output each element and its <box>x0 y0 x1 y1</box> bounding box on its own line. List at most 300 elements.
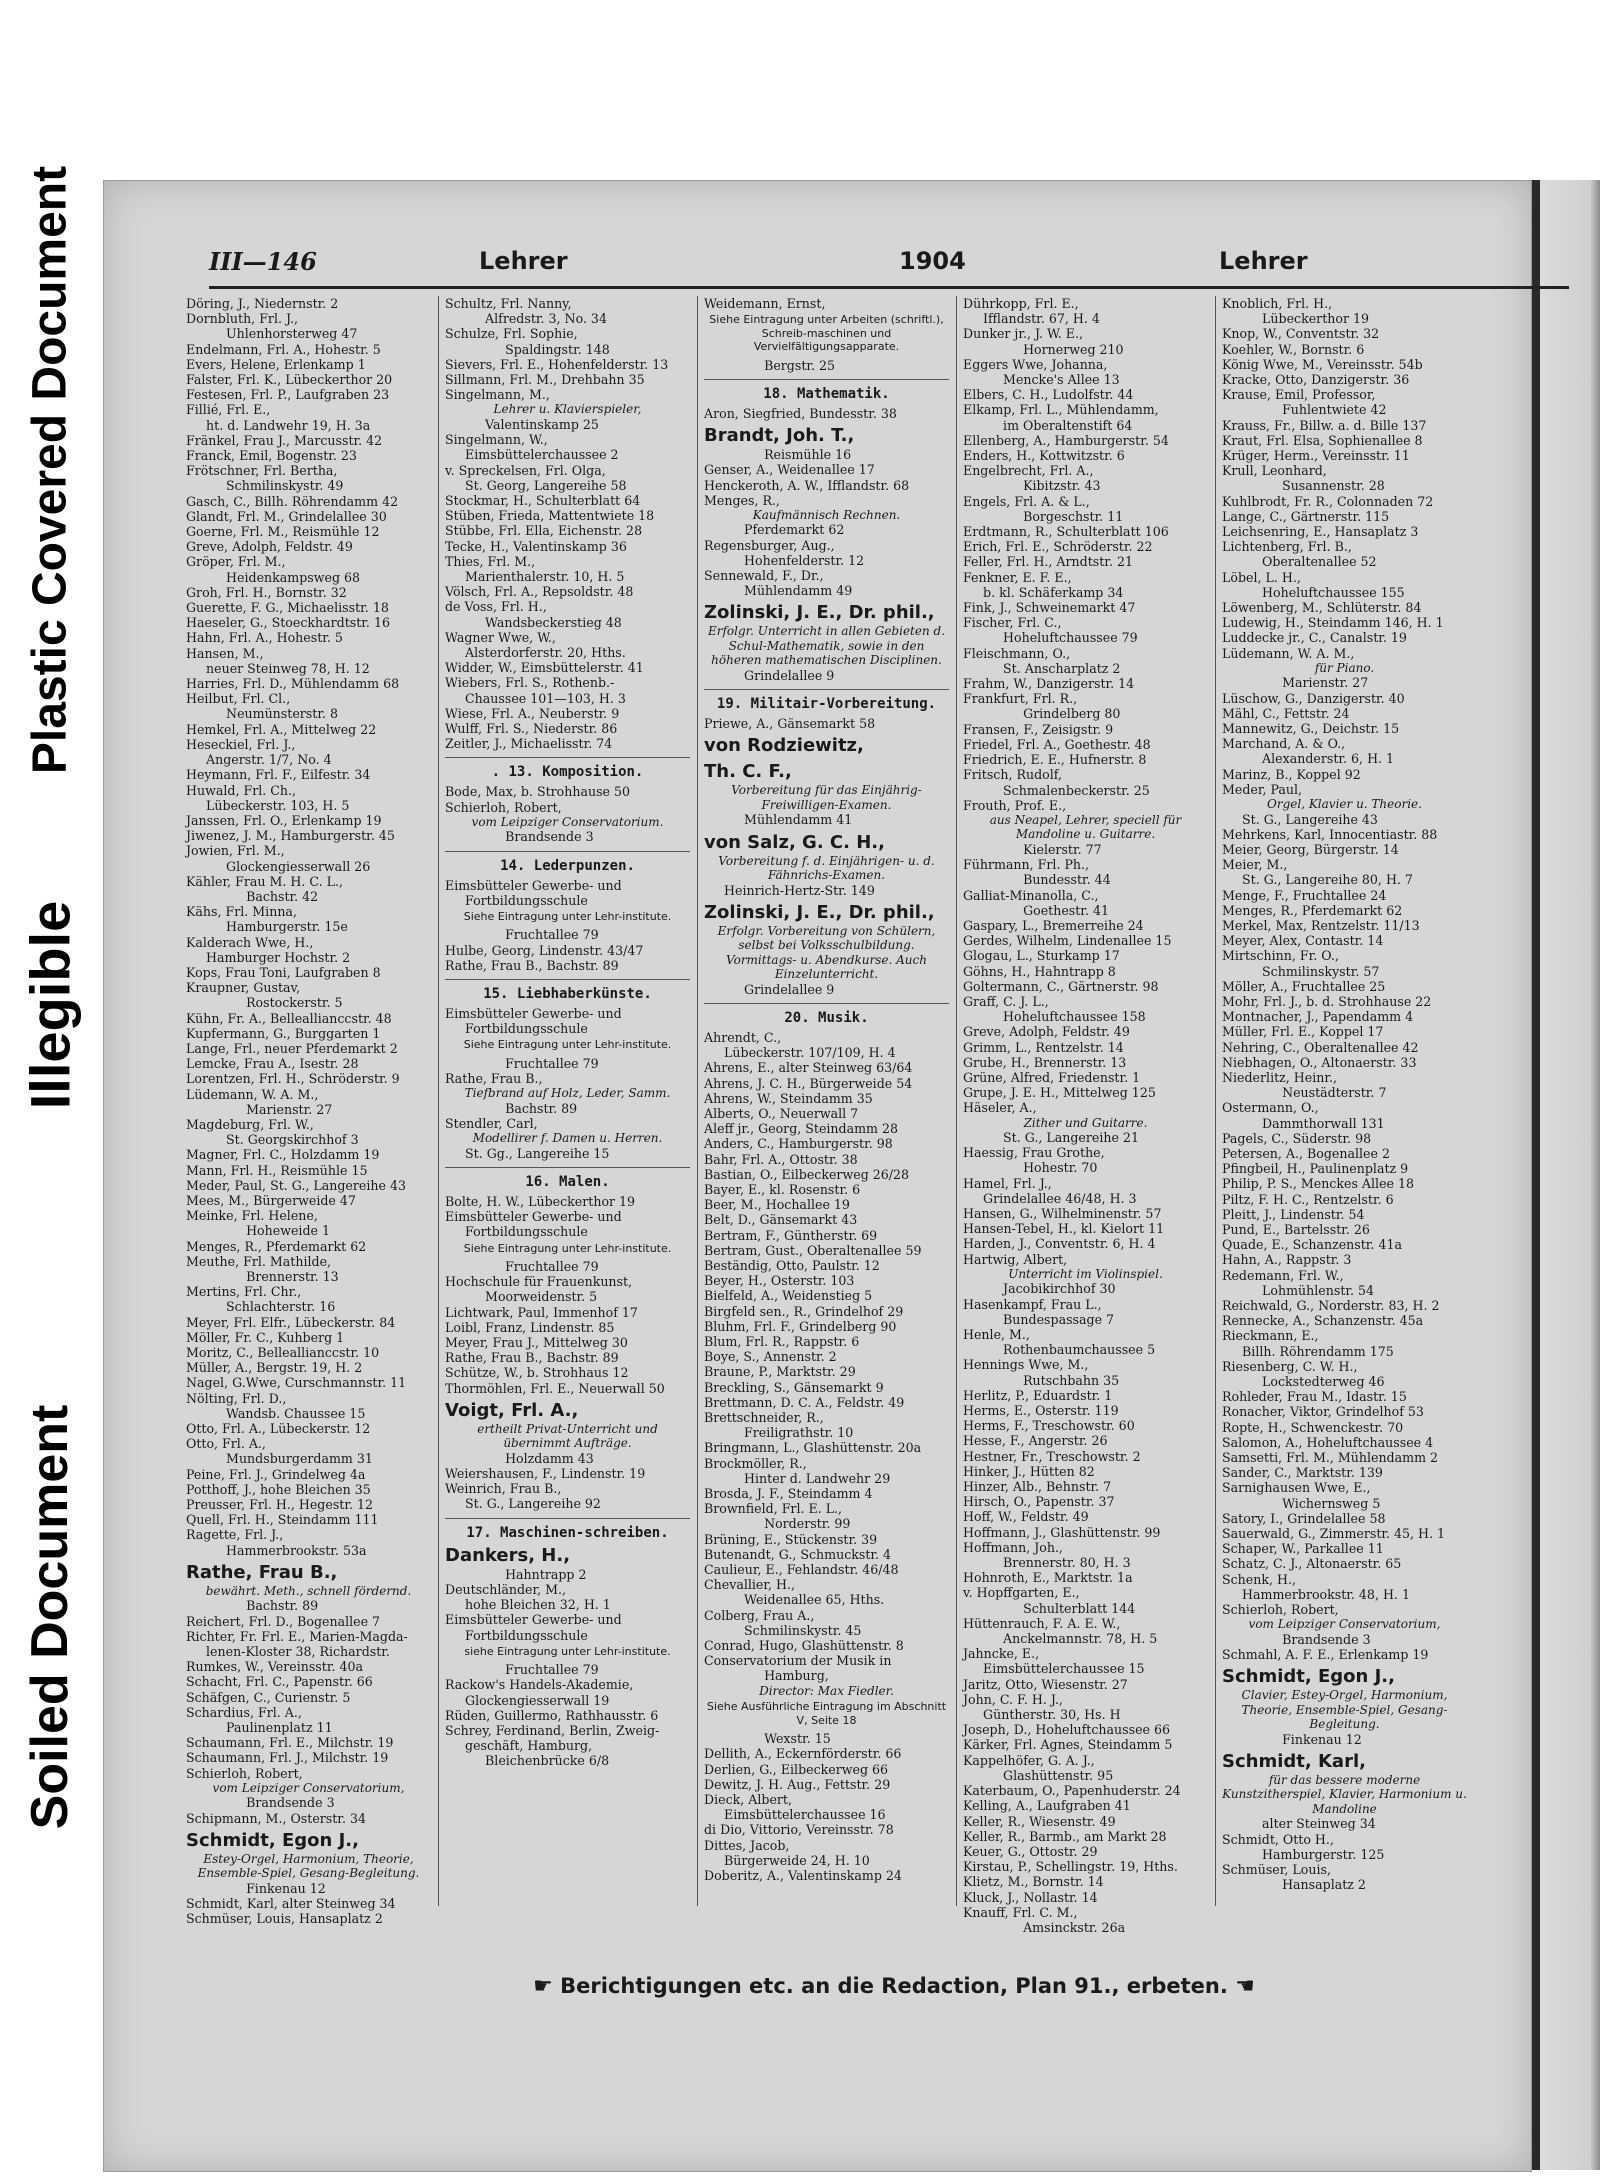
directory-entry: Heilbut, Frl. Cl., <box>186 691 291 707</box>
directory-entry: Hahn, A., Rappstr. 3 <box>1222 1252 1352 1268</box>
directory-entry: Eimsbüttelerchaussee 15 <box>963 1661 1145 1677</box>
directory-entry: Lüdemann, W. A. M., <box>186 1086 319 1102</box>
advert-text: Erfolgr. Vorbereitung von Schülern, selbst bei Volksschulbildung. Vormittags- u. Abendkurse. Auch Einzelunterricht. <box>717 923 936 982</box>
directory-entry: Elkamp, Frl. L., Mühlendamm, <box>963 402 1159 418</box>
directory-entry: Müller, A., Bergstr. 19, H. 2 <box>186 1360 363 1376</box>
directory-entry: Philip, P. S., Menckes Allee 18 <box>1222 1176 1414 1192</box>
directory-entry: Birgfeld sen., R., Grindelhof 29 <box>704 1303 904 1319</box>
directory-entry: Enders, H., Kottwitzstr. 6 <box>963 448 1125 464</box>
column-divider <box>1215 296 1216 1906</box>
advert-text: Orgel, Klavier u. Theorie. <box>1267 797 1422 811</box>
directory-entry: Führmann, Frl. Ph., <box>963 857 1090 873</box>
side-label-illegible: Illegible <box>18 900 82 1110</box>
advert-text: Kaufmännisch Rechnen. <box>752 507 901 522</box>
directory-entry: Quade, E., Schanzenstr. 41a <box>1222 1237 1402 1253</box>
directory-entry: Fritsch, Rudolf, <box>963 767 1062 783</box>
directory-entry: Blum, Frl. R., Rappstr. 6 <box>704 1334 860 1350</box>
directory-entry: Hemkel, Frl. A., Mittelweg 22 <box>186 721 377 737</box>
directory-entry: Kluck, J., Nollastr. 14 <box>963 1889 1098 1905</box>
directory-entry: Hahn, Frl. A., Hohestr. 5 <box>186 630 343 646</box>
directory-entry: Reichert, Frl. D., Bogenallee 7 <box>186 1613 381 1629</box>
directory-entry: Hamburger Hochstr. 2 <box>186 949 351 965</box>
directory-entry: Henle, M., <box>963 1327 1030 1342</box>
directory-entry: Ragette, Frl. J., <box>186 1527 284 1543</box>
directory-entry: lenen-Kloster 38, Richardstr. <box>186 1643 390 1659</box>
directory-entry: Richter, Fr. Frl. E., Marien-Magda- <box>186 1628 408 1644</box>
directory-entry: Kibitzstr. 43 <box>963 478 1101 494</box>
directory-entry: John, C. F. H. J., <box>963 1691 1063 1707</box>
directory-entry: Gerdes, Wilhelm, Lindenallee 15 <box>963 933 1172 949</box>
directory-entry: Glashüttenstr. 95 <box>963 1767 1114 1783</box>
directory-entry: Kappelhöfer, G. A. J., <box>963 1752 1095 1768</box>
directory-entry: Schmilinskystr. 49 <box>186 478 344 494</box>
directory-entry: Hohenfelderstr. 12 <box>704 552 865 568</box>
directory-entry: Hennings Wwe, M., <box>963 1357 1089 1373</box>
directory-entry: Hamburg, <box>704 1668 829 1684</box>
directory-entry: Fuhlentwiete 42 <box>1222 402 1387 418</box>
directory-entry: Lübeckerstr. 103, H. 5 <box>186 797 350 813</box>
directory-entry: Mirtschinn, Fr. O., <box>1222 948 1339 964</box>
directory-entry: Bahr, Frl. A., Ottostr. 38 <box>704 1151 858 1167</box>
directory-entry: Bastian, O., Eilbeckerweg 26/28 <box>704 1166 910 1182</box>
directory-entry: Herlitz, P., Eduardstr. 1 <box>963 1387 1113 1403</box>
directory-entry: Erich, Frl. E., Schröderstr. 22 <box>963 539 1153 555</box>
directory-entry: St. Gg., Langereihe 15 <box>445 1145 610 1161</box>
directory-entry: Bachstr. 42 <box>186 888 319 904</box>
directory-entry: Hammerbrookstr. 48, H. 1 <box>1222 1586 1410 1602</box>
directory-entry: Wandsbeckerstieg 48 <box>445 614 622 630</box>
directory-entry: Rennecke, A., Schanzenstr. 45a <box>1222 1313 1424 1329</box>
directory-entry: Norderstr. 99 <box>704 1516 851 1532</box>
directory-entry: Frouth, Prof. E., <box>963 797 1067 813</box>
directory-entry: Brandsende 3 <box>445 829 594 845</box>
directory-entry: Galliat-Minanolla, C., <box>963 887 1099 903</box>
side-label-soiled: Soiled Document <box>21 1404 79 1830</box>
directory-entry: Bergstr. 25 <box>704 357 836 373</box>
directory-entry: Neumünsterstr. 8 <box>186 706 338 722</box>
directory-entry: Borgeschstr. 11 <box>963 508 1124 524</box>
directory-entry: Niebhagen, O., Altonaerstr. 33 <box>1222 1054 1417 1070</box>
directory-entry: di Dio, Vittorio, Vereinsstr. 78 <box>704 1822 894 1838</box>
directory-entry: Freiligrathstr. 10 <box>704 1425 854 1441</box>
directory-entry: Eimsbütteler Gewerbe- und <box>445 877 622 893</box>
directory-entry: Butenandt, G., Schmuckstr. 4 <box>704 1546 892 1562</box>
directory-entry: Greve, Adolph, Feldstr. 49 <box>186 539 353 555</box>
directory-entry: neuer Steinweg 78, H. 12 <box>186 660 370 676</box>
directory-entry: Potthoff, J., hohe Bleichen 35 <box>186 1481 371 1497</box>
directory-entry: Satory, I., Grindelallee 58 <box>1222 1510 1386 1526</box>
directory-entry: Fortbildungsschule <box>445 1021 588 1037</box>
directory-entry: alter Steinweg 34 <box>1222 1816 1376 1832</box>
section-heading: 18. Mathematik. <box>704 379 949 402</box>
directory-entry: Bolte, H. W., Lübeckerthor 19 <box>445 1193 636 1209</box>
directory-entry: Bleichenbrücke 6/8 <box>445 1753 610 1769</box>
directory-entry: Mühlendamm 49 <box>704 583 853 599</box>
directory-entry: Boye, S., Annenstr. 2 <box>704 1349 837 1365</box>
directory-entry: Möller, Fr. C., Kuhberg 1 <box>186 1329 345 1345</box>
directory-entry: Marinz, B., Koppel 92 <box>1222 766 1361 782</box>
directory-entry: Nagel, G.Wwe, Curschmannstr. 11 <box>186 1375 407 1391</box>
directory-entry: Haessig, Frau Grothe, <box>963 1145 1105 1161</box>
directory-entry: Deutschländer, M., <box>445 1581 567 1597</box>
directory-entry: Hamburgerstr. 15e <box>186 919 348 935</box>
directory-entry: Gröper, Frl. M., <box>186 554 286 570</box>
directory-entry: Samsetti, Frl. M., Mühlendamm 2 <box>1222 1450 1439 1466</box>
section-heading: 19. Militair-Vorbereitung. <box>704 689 949 712</box>
directory-entry: Völsch, Frl. A., Repsoldstr. 48 <box>445 584 634 600</box>
directory-entry: Schardius, Frl. A., <box>186 1704 302 1720</box>
directory-entry: Grindelberg 80 <box>963 706 1121 722</box>
directory-entry: Kirstau, P., Schellingstr. 19, Hths. <box>963 1859 1178 1875</box>
directory-entry: Schenk, H., <box>1222 1571 1296 1587</box>
advertiser-name: von Salz, G. C. H., <box>704 831 885 853</box>
directory-entry: Hohnroth, E., Marktstr. 1a <box>963 1570 1133 1586</box>
directory-entry: Jaritz, Otto, Wiesenstr. 27 <box>963 1676 1128 1692</box>
directory-entry: Hoheluftchaussee 158 <box>963 1009 1146 1025</box>
directory-entry: Pleitt, J., Lindenstr. 54 <box>1222 1206 1365 1222</box>
directory-entry: Eimsbüttelerchaussee 2 <box>445 447 619 463</box>
directory-entry: Ludewig, H., Steindamm 146, H. 1 <box>1222 615 1444 631</box>
directory-entry: Dieck, Albert, <box>704 1792 792 1807</box>
directory-entry: Kähs, Frl. Minna, <box>186 904 297 920</box>
directory-entry: Festesen, Frl. P., Laufgraben 23 <box>186 387 390 403</box>
directory-entry: Fruchtallee 79 <box>445 1259 599 1275</box>
directory-entry: Menges, R., <box>704 492 780 508</box>
directory-entry: Kracke, Otto, Danzigerstr. 36 <box>1222 372 1410 388</box>
directory-entry: Schäfgen, C., Curienstr. 5 <box>186 1689 351 1705</box>
directory-entry: Hirsch, O., Papenstr. 37 <box>963 1494 1115 1510</box>
directory-entry: Brownfield, Frl. E. L., <box>704 1501 843 1517</box>
directory-entry: Mühlendamm 41 <box>704 812 853 828</box>
section-heading: 15. Liebhaberkünste. <box>445 979 690 1002</box>
advert-text: aus Neapel, Lehrer, speciell für Mandoline u. Guitarre. <box>989 812 1182 842</box>
directory-entry: Nehring, C., Oberaltenallee 42 <box>1222 1039 1419 1055</box>
directory-entry: Wandsb. Chaussee 15 <box>186 1405 366 1421</box>
directory-entry: Kraupner, Gustav, <box>186 980 301 996</box>
directory-entry: Brennerstr. 13 <box>186 1269 339 1284</box>
directory-entry: Hoheluftchaussee 79 <box>963 630 1138 646</box>
directory-entry: Grupe, J. E. H., Mittelweg 125 <box>963 1085 1156 1101</box>
directory-entry: Pund, E., Bartelsstr. 26 <box>1222 1221 1370 1237</box>
directory-entry: Mehrkens, Karl, Innocentiastr. 88 <box>1222 826 1438 842</box>
directory-entry: Fransen, F., Zeisigstr. 9 <box>963 721 1114 737</box>
directory-entry: Elbers, C. H., Ludolfstr. 44 <box>963 387 1134 403</box>
directory-entry: Lichtenberg, Frl. B., <box>1222 539 1352 555</box>
directory-entry: Schmilinskystr. 45 <box>704 1622 862 1638</box>
header-title-left: Lehrer <box>479 247 568 275</box>
side-label-strip <box>0 0 100 2177</box>
directory-entry: Hesse, F., Angerstr. 26 <box>963 1433 1108 1449</box>
directory-entry: Knoblich, Frl. H., <box>1222 296 1333 311</box>
directory-entry: Finkenau 12 <box>1222 1731 1362 1747</box>
directory-entry: Schütze, W., b. Strohhaus 12 <box>445 1365 629 1381</box>
directory-entry: Menges, R., Pferdemarkt 62 <box>1222 902 1403 918</box>
directory-entry: Müller, Frl. E., Koppel 17 <box>1222 1024 1384 1040</box>
directory-entry: Hamel, Frl. J., <box>963 1175 1052 1191</box>
directory-entry: Wiese, Frl. A., Neuberstr. 9 <box>445 705 620 721</box>
directory-entry: Fortbildungsschule <box>445 1224 588 1240</box>
directory-entry: Alsterdorferstr. 20, Hths. <box>445 644 626 660</box>
directory-entry: Rackow's Handels-Akademie, <box>445 1677 634 1693</box>
directory-entry: Regensburger, Aug., <box>704 537 835 553</box>
directory-entry: Rothenbaumchaussee 5 <box>963 1342 1156 1358</box>
directory-entry: Goethestr. 41 <box>963 902 1109 918</box>
directory-entry: Katerbaum, O., Papenhuderstr. 24 <box>963 1783 1181 1799</box>
directory-entry: Rumkes, W., Vereinsstr. 40a <box>186 1659 364 1675</box>
directory-entry: Henckeroth, A. W., Ifflandstr. 68 <box>704 477 910 493</box>
directory-entry: Bayer, E., kl. Rosenstr. 6 <box>704 1181 861 1197</box>
footer-text: Berichtigungen etc. an die Redaction, Plan 91., erbeten. <box>560 1974 1228 1998</box>
directory-entry: Mencke's Allee 13 <box>963 372 1120 388</box>
directory-entry: Schmidt, Karl, alter Steinweg 34 <box>186 1895 396 1911</box>
directory-entry: Ahrens, W., Steindamm 35 <box>704 1090 873 1106</box>
directory-entry: Möller, A., Fruchtallee 25 <box>1222 978 1386 994</box>
directory-entry: Otto, Frl. A., Lübeckerstr. 12 <box>186 1421 371 1437</box>
directory-entry: Schierloh, Robert, <box>186 1765 303 1781</box>
directory-entry: Ahrens, E., alter Steinweg 63/64 <box>704 1060 913 1076</box>
column-divider <box>438 296 439 1906</box>
directory-entry: Oberaltenallee 52 <box>1222 554 1377 570</box>
directory-entry: Hoheweide 1 <box>186 1223 330 1239</box>
advert-text: für Piano. <box>1314 660 1375 675</box>
pointing-hand-icon: ☛ <box>533 1974 553 1999</box>
directory-entry: Keller, R., Barmb., am Markt 28 <box>963 1828 1167 1844</box>
page-header <box>209 239 1464 287</box>
directory-entry: Krüger, Herm., Vereinsstr. 11 <box>1222 448 1410 464</box>
directory-entry: Widder, W., Eimsbüttelerstr. 41 <box>445 660 644 676</box>
directory-entry: Krauss, Fr., Billw. a. d. Bille 137 <box>1222 417 1427 433</box>
directory-entry: Mähl, C., Fettstr. 24 <box>1222 705 1350 721</box>
directory-entry: Meyer, Alex, Contastr. 14 <box>1222 933 1384 949</box>
directory-entry: Krause, Emil, Professor, <box>1222 387 1376 403</box>
directory-entry: Schmidt, Otto H., <box>1222 1831 1334 1847</box>
directory-entry: Marienstr. 27 <box>1222 675 1369 691</box>
directory-entry: Klietz, M., Bornstr. 14 <box>963 1874 1104 1890</box>
directory-entry: Chevallier, H., <box>704 1577 795 1593</box>
directory-entry: Goerne, Frl. M., Reismühle 12 <box>186 524 380 540</box>
advert-text: Lehrer u. Klavierspieler, <box>493 402 642 417</box>
advert-text: Vorbereitung für das Einjährig-Freiwilligen-Examen. <box>731 783 922 812</box>
directory-entry: Dunker jr., J. W. E., <box>963 326 1084 342</box>
directory-entry: im Oberaltenstift 64 <box>963 417 1133 433</box>
directory-entry: Glockengiesserwall 26 <box>186 858 371 874</box>
directory-entry: b. kl. Schäferkamp 34 <box>963 584 1124 600</box>
directory-entry: Lorentzen, Frl. H., Schröderstr. 9 <box>186 1071 400 1087</box>
directory-entry: Genser, A., Weidenallee 17 <box>704 462 875 478</box>
directory-entry: Singelmann, W., <box>445 432 548 448</box>
directory-entry: Hansen, G., Wilhelminenstr. 57 <box>963 1206 1162 1222</box>
directory-entry: Niederlitz, Heinr., <box>1222 1069 1338 1085</box>
directory-entry: Friedrich, E. E., Hufnerstr. 8 <box>963 752 1147 768</box>
directory-entry: Schierloh, Robert, <box>1222 1602 1339 1618</box>
directory-entry: Fillié, Frl. E., <box>186 402 271 418</box>
directory-entry: Fortbildungsschule <box>445 892 588 908</box>
directory-entry: Gaspary, L., Bremerreihe 24 <box>963 917 1144 933</box>
directory-entry: Thies, Frl. M., <box>445 553 536 569</box>
advert-text: ertheilt Privat-Unterricht und übernimmt Aufträge. <box>477 1421 658 1451</box>
directory-entry: Hoffmann, Joh., <box>963 1539 1063 1555</box>
directory-entry: Kops, Frau Toni, Laufgraben 8 <box>186 964 381 980</box>
directory-entry: geschäft, Hamburg, <box>445 1738 593 1754</box>
directory-entry: Bielfeld, A., Weidenstieg 5 <box>704 1288 873 1304</box>
directory-entry: Alexanderstr. 6, H. 1 <box>1222 751 1395 767</box>
header-rule <box>209 286 1569 289</box>
directory-entry: St. G., Langereihe 92 <box>445 1496 601 1512</box>
directory-entry: Fränkel, Frau J., Marcusstr. 42 <box>186 432 383 448</box>
advertiser-name: Dankers, H., <box>445 1544 571 1566</box>
directory-entry: Brandsende 3 <box>186 1795 335 1811</box>
directory-entry: Pferdemarkt 62 <box>704 522 845 538</box>
directory-entry: Falster, Frl. K., Lübeckerthor 20 <box>186 372 393 388</box>
directory-entry: Grindelallee 46/48, H. 3 <box>963 1190 1137 1206</box>
directory-entry: hohe Bleichen 32, H. 1 <box>445 1597 611 1613</box>
directory-entry: Alberts, O., Neuerwall 7 <box>704 1105 859 1121</box>
directory-entry: Singelmann, M., <box>445 387 550 403</box>
directory-entry: Friedel, Frl. A., Goethestr. 48 <box>963 736 1151 752</box>
page-number: III—146 <box>209 247 317 276</box>
directory-entry: Lohmühlenstr. 54 <box>1222 1282 1375 1298</box>
directory-entry: Glandt, Frl. M., Grindelallee 30 <box>186 508 387 524</box>
directory-entry: Stüben, Frieda, Mattentwiete 18 <box>445 508 655 524</box>
directory-entry: Neustädterstr. 7 <box>1222 1085 1387 1101</box>
directory-entry: Hornerweg 210 <box>963 341 1124 357</box>
directory-entry: Weidenallee 65, Hths. <box>704 1592 885 1608</box>
directory-entry: Goltermann, C., Gärtnerstr. 98 <box>963 978 1159 994</box>
directory-entry: St. Georgskirchhof 3 <box>186 1132 359 1148</box>
directory-entry: Engels, Frl. A. & L., <box>963 493 1090 509</box>
directory-entry: Heymann, Frl. F., Eilfestr. 34 <box>186 767 371 783</box>
directory-entry: Ostermann, O., <box>1222 1100 1319 1116</box>
directory-entry: Bluhm, Frl. F., Grindelberg 90 <box>704 1318 897 1334</box>
directory-entry: Keller, R., Wiesenstr. 49 <box>963 1813 1116 1829</box>
advertiser-name: Schmidt, Karl, <box>1222 1750 1366 1772</box>
directory-entry: Petersen, A., Bogenallee 2 <box>1222 1145 1390 1161</box>
advertiser-name: Zolinski, J. E., Dr. phil., <box>704 901 935 923</box>
column-2 <box>445 296 690 1906</box>
directory-entry: Ronacher, Viktor, Grindelhof 53 <box>1222 1404 1424 1420</box>
directory-entry: St. G., Langereihe 21 <box>963 1130 1139 1146</box>
directory-entry: Alfredstr. 3, No. 34 <box>445 311 607 327</box>
directory-entry: Frötschner, Frl. Bertha, <box>186 463 338 479</box>
directory-entry: Ellenberg, A., Hamburgerstr. 54 <box>963 432 1169 448</box>
directory-entry: Mertins, Frl. Chr., <box>186 1284 302 1300</box>
directory-entry: Moritz, C., Belleallianccstr. 10 <box>186 1345 380 1361</box>
cross-reference-note: Siehe Eintragung unter Lehr-institute. <box>463 1241 672 1255</box>
footer-notice <box>394 1974 1394 1999</box>
cross-reference-note: Siehe Ausführliche Eintragung im Abschnitt V, Seite 18 <box>706 1700 947 1727</box>
directory-entry: Angerstr. 1/7, No. 4 <box>186 752 332 768</box>
directory-entry: Merkel, Max, Rentzelstr. 11/13 <box>1222 917 1420 933</box>
directory-entry: Dammthorwall 131 <box>1222 1115 1385 1131</box>
directory-entry: Evers, Helene, Erlenkamp 1 <box>186 356 366 372</box>
side-label-plastic: Plastic Covered Document <box>23 165 77 775</box>
directory-entry: Stübbe, Frl. Ella, Eichenstr. 28 <box>445 523 643 539</box>
directory-entry: Priewe, A., Gänsemarkt 58 <box>704 716 876 732</box>
directory-entry: Kärker, Frl. Agnes, Steindamm 5 <box>963 1737 1173 1753</box>
directory-entry: Zeitler, J., Michaelisstr. 74 <box>445 736 613 752</box>
directory-entry: Rathe, Frau B., Bachstr. 89 <box>445 1350 619 1366</box>
column-5 <box>1222 296 1467 1906</box>
directory-entry: Schaumann, Frl. E., Milchstr. 19 <box>186 1735 394 1751</box>
directory-entry: Frankfurt, Frl. R., <box>963 691 1078 707</box>
directory-entry: Doberitz, A., Valentinskamp 24 <box>704 1868 902 1884</box>
advert-text: vom Leipziger Conservatorium, <box>1248 1617 1441 1632</box>
directory-page <box>103 180 1532 2172</box>
directory-entry: Knop, W., Conventstr. 32 <box>1222 326 1380 342</box>
directory-entry: ht. d. Landwehr 19, H. 3a <box>186 417 371 433</box>
directory-entry: Groh, Frl. H., Bornstr. 32 <box>186 584 347 600</box>
directory-entry: Heseckiel, Frl. J., <box>186 736 296 752</box>
directory-entry: Guerette, F. G., Michaelisstr. 18 <box>186 600 389 616</box>
directory-entry: Wichernsweg 5 <box>1222 1495 1381 1511</box>
directory-entry: Koehler, W., Bornstr. 6 <box>1222 341 1365 357</box>
directory-entry: Hansen, M., <box>186 645 264 661</box>
advert-text: vom Leipziger Conservatorium. <box>471 814 664 829</box>
directory-entry: Frahm, W., Danzigerstr. 14 <box>963 676 1135 692</box>
section-heading: 14. Lederpunzen. <box>445 851 690 874</box>
cross-reference-note: siehe Eintragung unter Lehr-institute. <box>464 1644 671 1658</box>
directory-entry: Menges, R., Pferdemarkt 62 <box>186 1238 367 1254</box>
directory-entry: v. Hopffgarten, E., <box>963 1585 1080 1601</box>
directory-entry: Brennerstr. 80, H. 3 <box>963 1555 1131 1571</box>
directory-entry: Thormöhlen, Frl. E., Neuerwall 50 <box>445 1380 665 1396</box>
directory-entry: Grimm, L., Rentzelstr. 14 <box>963 1039 1124 1055</box>
directory-entry: Jiwenez, J. M., Hamburgerstr. 45 <box>186 828 395 844</box>
directory-entry: Sillmann, Frl. M., Drehbahn 35 <box>445 372 645 388</box>
directory-entry: Grüne, Alfred, Friedenstr. 1 <box>963 1069 1141 1085</box>
section-heading: . 13. Komposition. <box>445 757 690 780</box>
directory-entry: Häseler, A., <box>963 1100 1037 1116</box>
directory-entry: Lüdemann, W. A. M., <box>1222 645 1355 661</box>
directory-entry: Eimsbütteler Gewerbe- und <box>445 1612 622 1628</box>
directory-entry: Rathe, Frau B., <box>445 1071 543 1087</box>
directory-entry: Göhns, H., Hahntrapp 8 <box>963 963 1116 979</box>
directory-entry: Meier, M., <box>1222 857 1288 873</box>
directory-entry: Weidemann, Ernst, <box>704 296 826 311</box>
directory-entry: Fink, J., Schweinemarkt 47 <box>963 600 1136 616</box>
directory-entry: Eggers Wwe, Johanna, <box>963 356 1108 372</box>
section-heading: 20. Musik. <box>704 1003 949 1026</box>
directory-entry: Reismühle 16 <box>704 447 852 463</box>
directory-entry: Hoff, W., Feldstr. 49 <box>963 1509 1089 1525</box>
directory-entry: Rutschbahn 35 <box>963 1372 1120 1388</box>
directory-entry: Tecke, H., Valentinskamp 36 <box>445 538 627 554</box>
directory-entry: Bachstr. 89 <box>186 1598 319 1614</box>
directory-entry: Menge, F., Fruchtallee 24 <box>1222 887 1387 903</box>
directory-entry: Hulbe, Georg, Lindenstr. 43/47 <box>445 942 644 958</box>
directory-entry: Brettmann, D. C. A., Feldstr. 49 <box>704 1394 905 1410</box>
directory-entry: Hahntrapp 2 <box>445 1566 587 1582</box>
directory-entry: Kühn, Fr. A., Belleallianccstr. 48 <box>186 1010 392 1026</box>
directory-entry: Wexstr. 15 <box>704 1731 831 1747</box>
directory-entry: Bundespassage 7 <box>963 1311 1115 1327</box>
section-heading: 16. Malen. <box>445 1167 690 1190</box>
directory-entry: Luddecke jr., C., Canalstr. 19 <box>1222 630 1407 646</box>
directory-entry: Hoffmann, J., Glashüttenstr. 99 <box>963 1524 1161 1540</box>
directory-entry: Magner, Frl. C., Holzdamm 19 <box>186 1147 380 1163</box>
directory-entry: Preusser, Frl. H., Hegestr. 12 <box>186 1497 374 1513</box>
directory-entry: Rostockerstr. 5 <box>186 995 343 1011</box>
directory-entry: Anders, C., Hamburgerstr. 98 <box>704 1136 893 1152</box>
directory-entry: Huwald, Frl. Ch., <box>186 782 297 798</box>
directory-entry: Loibl, Franz, Lindenstr. 85 <box>445 1319 615 1335</box>
directory-entry: Schaumann, Frl. J., Milchstr. 19 <box>186 1750 389 1766</box>
directory-entry: Breckling, S., Gänsemarkt 9 <box>704 1379 884 1395</box>
directory-entry: Pagels, C., Süderstr. 98 <box>1222 1130 1372 1146</box>
directory-entry: Schultz, Frl. Nanny, <box>445 296 572 311</box>
directory-entry: Pfingbeil, H., Paulinenplatz 9 <box>1222 1161 1409 1177</box>
directory-entry: Redemann, Frl. W., <box>1222 1267 1344 1283</box>
